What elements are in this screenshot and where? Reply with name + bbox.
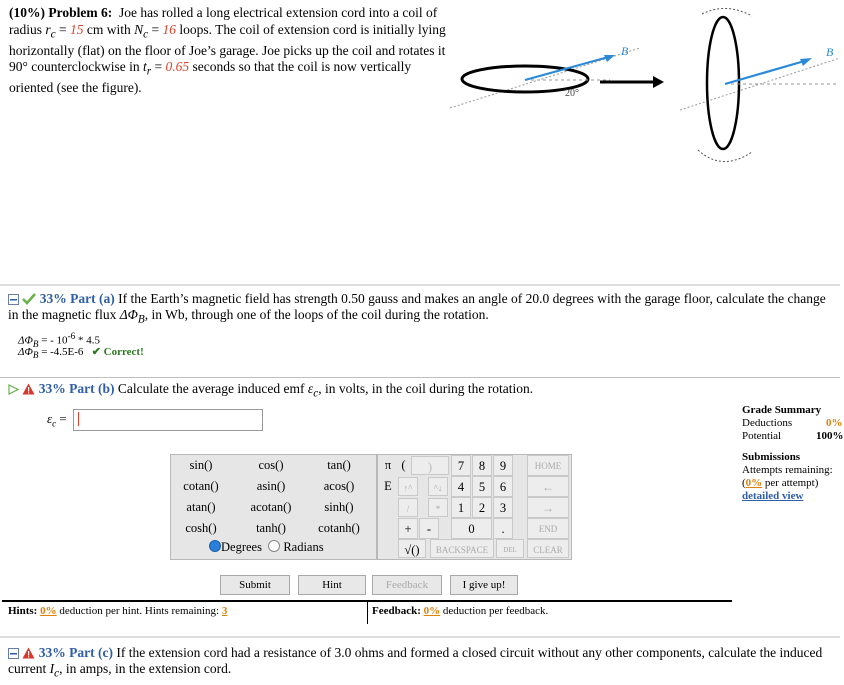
part-c-question-end: , in amps, in the extension cord. [59,661,232,676]
hints-divider [367,602,368,624]
per-attempt-percent: 0% [745,477,763,489]
part-b-question-end: , in volts, in the coil during the rotation. [318,381,534,396]
emf-subscript: c [313,387,319,400]
give-up-button[interactable]: I give up! [450,575,518,595]
text-cursor [78,412,79,426]
part-c-question: If the extension cord had a resistance of 3.0 ohms and formed a closed circuit without any other components, calculate the induced current [8,645,823,676]
vertical-coil [707,17,739,149]
cosh-button[interactable]: cosh() [185,521,217,535]
feedback-label: Feedback: [372,605,421,617]
emf-label-equals: = [59,411,67,426]
decimal-key[interactable]: . [493,518,513,539]
answer-1-rhs: = - 10 [38,334,68,347]
feedback-button[interactable]: Feedback [372,575,442,595]
digit-0-key[interactable]: 0 [451,518,492,539]
rc-subscript: c [50,28,56,41]
problem-title: Problem 6: [48,5,113,20]
answer-1-tail: * 4.5 [75,334,100,347]
radians-radio-icon[interactable] [268,540,280,552]
acos-button[interactable]: acos() [323,479,355,493]
emf-answer-input[interactable] [73,409,263,431]
b-label-1: B [621,44,629,58]
digit-8-key[interactable]: 8 [472,455,492,476]
hints-label: Hints: [8,605,38,617]
current-subscript: c [54,667,60,680]
hints-remaining: 3 [221,605,228,617]
part-c-header [8,645,828,682]
part-a-percent: 33% [39,291,67,306]
emf-label-symbol: ε [47,411,53,426]
detailed-view-link[interactable]: detailed view [742,490,804,502]
grade-summary-title: Grade Summary [742,404,822,416]
right-arrow-key[interactable]: → [527,497,569,518]
part-c-label: Part (c) [69,645,113,660]
digit-5-key[interactable]: 5 [472,476,492,497]
expand-icon[interactable] [8,384,19,395]
cos-button[interactable]: cos() [258,458,284,472]
problem-percent: (10%) [9,5,45,20]
tan-button[interactable]: tan() [327,458,351,472]
rotation-arc-bottom [698,150,752,162]
power-down-key[interactable]: ^↓ [428,477,448,496]
correct-status: Correct! [103,346,144,358]
pi-key[interactable]: π [384,458,392,472]
per-attempt-row: (0% per attempt) [742,477,819,489]
emf-symbol: ε [307,381,314,396]
rc-equals: = [55,21,71,37]
warning-icon-c [22,647,35,659]
asin-button[interactable]: asin() [256,479,286,493]
tanh-button[interactable]: tanh() [256,521,286,535]
answer-1-lhs: ΔΦ [18,334,33,347]
part-a-question-end: , in Wb, through one of the loops of the coil during the rotation. [144,307,489,322]
tr-value: 0.65 [165,59,190,75]
sin-button[interactable]: sin() [189,458,213,472]
correct-checkmark-icon: ✔ [91,346,101,358]
end-key[interactable]: END [527,518,569,539]
radians-label[interactable]: Radians [283,540,324,554]
tr-subscript: r [146,65,152,78]
coil-figure [450,0,840,175]
answer-1-exponent: -6 [67,331,76,341]
feedback-percent: 0% [423,605,441,617]
submit-button[interactable]: Submit [220,575,290,595]
current-symbol: I [49,661,55,676]
hints-text: deduction per hint. Hints remaining: [59,605,220,617]
potential-label: Potential [742,430,782,442]
hint-button[interactable]: Hint [298,575,366,595]
e-key[interactable]: E [384,479,392,493]
answer-2-lhs: ΔΦ [18,346,33,358]
field-arrow-1 [525,56,612,80]
part-b-label: Part (b) [69,381,115,396]
part-a-label: Part (a) [70,291,115,306]
minus-key[interactable]: - [419,518,439,539]
deductions-row [742,417,843,430]
part-b-header [8,381,828,402]
digit-3-key[interactable]: 3 [493,497,513,518]
check-icon [22,293,36,305]
grade-summary [742,404,844,503]
rparen-key[interactable]: ) [411,456,449,475]
deductions-value: 0% [826,417,843,429]
angle-label: 20° [565,88,579,99]
cotan-button[interactable]: cotan() [183,479,219,493]
flux-subscript: B [137,313,145,326]
digit-4-key[interactable]: 4 [451,476,471,497]
degrees-label[interactable]: Degrees [221,540,262,554]
per-attempt-label: per attempt) [764,477,819,489]
sqrt-key[interactable]: √() [398,539,426,558]
del-key[interactable]: DEL [496,539,524,558]
part-b-percent: 33% [38,381,66,396]
field-arrowhead-1 [604,55,615,62]
cotanh-button[interactable]: cotanh() [318,521,360,535]
part-b-question: Calculate the average induced emf [117,381,305,396]
divide-key[interactable]: / [398,498,418,517]
home-key[interactable]: HOME [527,455,569,476]
nc-equals: = [148,21,163,37]
digit-1-key[interactable]: 1 [451,497,471,518]
nc-subscript: c [143,28,149,41]
tr-symbol: t [143,59,147,75]
rc-value: 15 [70,21,84,37]
potential-value: 100% [816,430,844,442]
problem-text-1: Joe has rolled a long electrical extension cord into a coil of radius [9,5,438,37]
tr-equals: = [151,59,166,75]
part-a-answer-2 [18,345,144,362]
part-a-divider [0,284,840,286]
atan-button[interactable]: atan() [186,500,216,514]
deductions-label: Deductions [742,417,793,429]
digit-6-key[interactable]: 6 [493,476,513,497]
acotan-button[interactable]: acotan() [250,500,292,514]
sinh-button[interactable]: sinh() [324,500,354,514]
power-up-key[interactable]: ↑^ [398,477,418,496]
part-c-percent: 33% [38,645,66,660]
digit-9-key[interactable]: 9 [493,455,513,476]
problem-text-4: seconds so that the coil is now vertically oriented (see the figure). [9,59,412,96]
emf-label-subscript: c [52,418,57,429]
backspace-key[interactable]: BACKSPACE [430,539,494,558]
digit-7-key[interactable]: 7 [451,455,471,476]
flux-symbol: ΔΦ [119,307,138,322]
left-arrow-key[interactable]: ← [527,476,569,497]
field-arrowhead-2 [800,58,812,66]
nc-symbol: N [134,21,144,37]
problem-text-3: loops. The coil of extension cord is initially lying horizontally (flat) on the floor of Joe’s garage. Joe picks up the coil and rotates it 90° counterclockwise in [9,21,446,75]
multiply-key[interactable]: * [428,498,448,517]
rc-symbol: r [45,21,51,37]
submissions-title: Submissions [742,451,801,463]
part-a-question: If the Earth’s magnetic field has strength 0.50 gauss and makes an angle of 20.0 degrees with the garage floor, calculate the change in the magnetic flux [8,291,826,322]
feedback-text: deduction per feedback. [442,605,549,617]
nc-value: 16 [162,21,177,37]
plus-key[interactable]: + [398,518,418,539]
attempts-remaining: Attempts remaining: [742,464,833,476]
collapse-icon-c[interactable] [8,648,19,659]
lparen-key[interactable]: ( [401,458,406,472]
problem-text-2: cm with [83,21,131,37]
degrees-radio-icon[interactable] [209,540,221,552]
angle-mode [209,539,324,555]
hints-percent: 0% [40,605,57,617]
transition-arrowhead [653,76,664,88]
part-c-divider [0,636,840,638]
b-label-2: B [826,45,834,59]
digit-2-key[interactable]: 2 [472,497,492,518]
answer-2-rhs: = -4.5E-6 [38,346,84,358]
emf-input-label [47,411,67,429]
potential-row [742,430,844,443]
problem-statement [9,5,449,97]
answer-1-sub: B [32,338,39,349]
rotation-arc-top [702,8,752,16]
hints-info [8,605,227,617]
answer-2-sub: B [32,350,39,361]
part-a-header [8,291,828,328]
feedback-info [372,605,548,617]
clear-key[interactable]: CLEAR [527,539,569,558]
collapse-icon[interactable] [8,294,19,305]
warning-icon [22,383,35,395]
